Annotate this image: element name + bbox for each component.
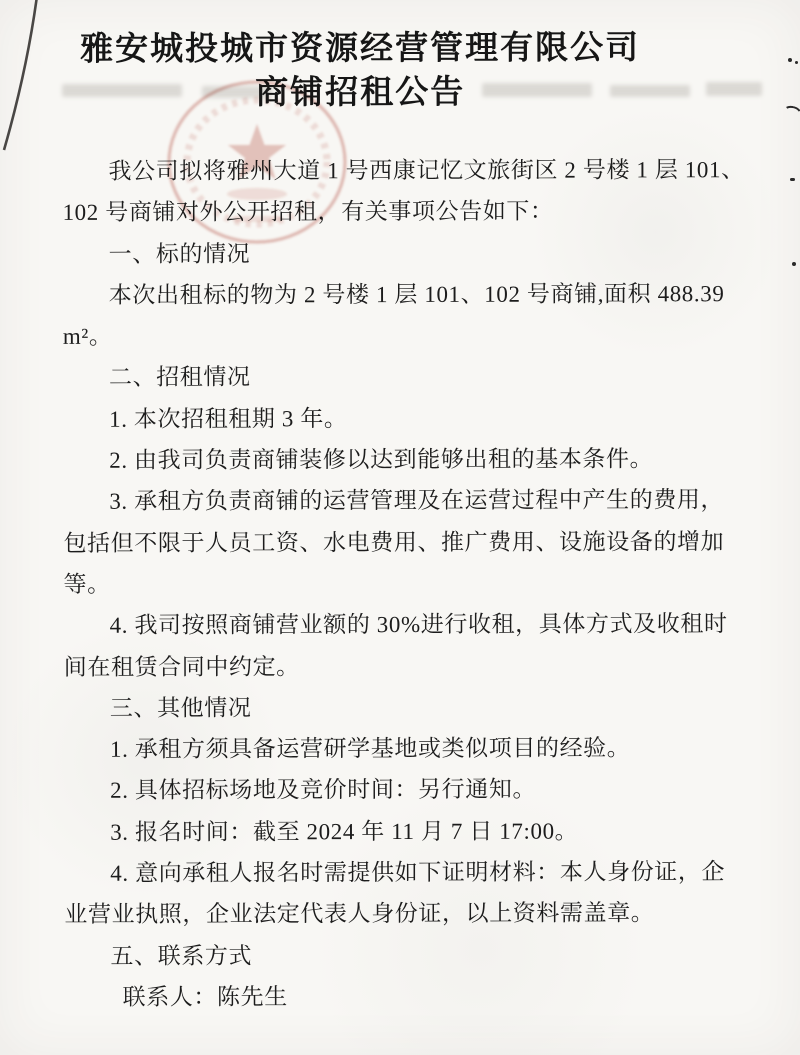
paragraph-line: 间在租赁合同中约定。	[63, 653, 300, 680]
document-body	[62, 149, 750, 1018]
list-item: 3. 报名时间：截至 2024 年 11 月 7 日 17:00。	[110, 818, 579, 845]
list-item: 2. 具体招标场地及竞价时间：另行通知。	[110, 777, 537, 804]
scan-speck	[795, 61, 798, 64]
list-item: 3. 承租方负责商铺的运营管理及在运营过程中产生的费用，	[109, 487, 725, 515]
paragraph-line: 业营业执照，企业法定代表人身份证，以上资料需盖章。	[64, 900, 655, 928]
document-title-line2: 商铺招租公告	[255, 74, 466, 112]
section-heading: 二、招租情况	[108, 364, 251, 391]
section-heading: 一、标的情况	[108, 240, 251, 267]
paragraph-line: 包括但不限于人员工资、水电费用、推广费用、设施设备的增加	[63, 528, 725, 556]
list-item: 4. 我司按照商铺营业额的 30%进行收租，具体方式及收租时	[109, 611, 728, 639]
paragraph-line: 我公司拟将雅州大道 1 号西康记忆文旅街区 2 号楼 1 层 101、	[108, 157, 745, 184]
paragraph-line: 本次出租标的物为 2 号楼 1 层 101、102 号商铺,面积 488.39	[108, 281, 725, 308]
scan-crease-artifact	[0, 0, 60, 170]
list-item: 2. 由我司负责商铺装修以达到能够出租的基本条件。	[109, 446, 654, 473]
section-heading: 五、联系方式	[110, 943, 253, 969]
scan-speck	[788, 58, 792, 62]
list-item: 4. 意向承租人报名时需提供如下证明材料：本人身份证，企	[110, 859, 726, 886]
scan-speck	[780, 104, 800, 124]
paragraph-line: 102 号商铺对外公开招租，有关事项公告如下：	[62, 198, 554, 226]
scan-speck	[790, 178, 795, 181]
scan-speck	[792, 262, 796, 266]
list-item: 1. 承租方须具备运营研学基地或类似项目的经验。	[109, 735, 631, 762]
paragraph-line: 等。	[63, 571, 111, 597]
document-title-line1: 雅安城投城市资源经营管理有限公司	[80, 30, 641, 68]
paragraph-line: m²。	[62, 323, 113, 350]
contact-line: 联系人：陈先生	[122, 984, 288, 1010]
list-item: 1. 本次招租租期 3 年。	[109, 405, 348, 432]
section-heading: 三、其他情况	[109, 695, 252, 721]
